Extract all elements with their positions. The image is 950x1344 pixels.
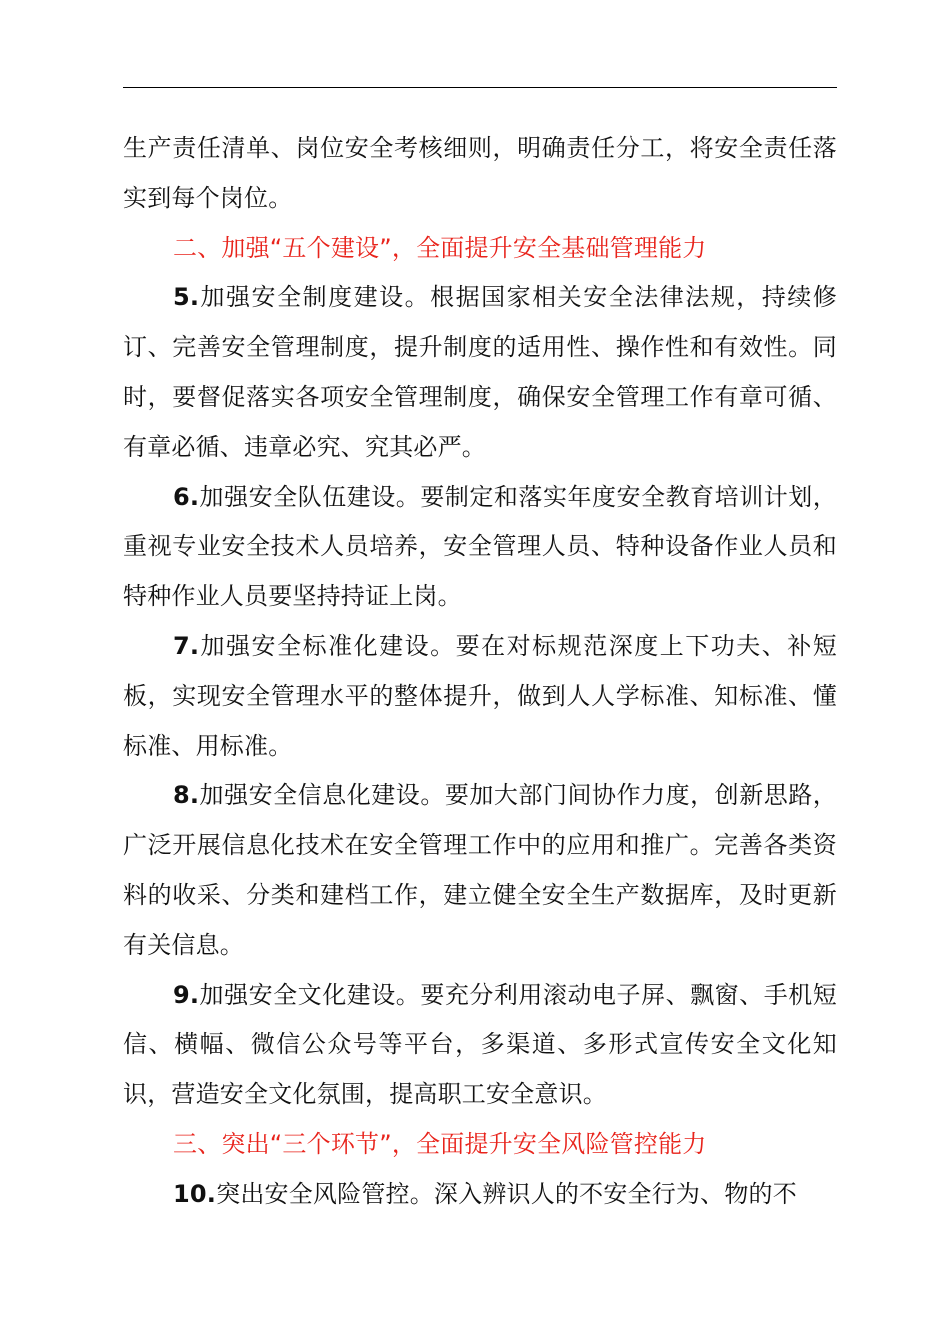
heading-text: 三、突出“三个环节”，全面提升安全风险管控能力 [173,1129,707,1158]
paragraph-item-6 [123,473,837,622]
item-number: 9. [173,980,200,1009]
paragraph-item-10 [123,1170,837,1220]
paragraph-item-9 [123,971,837,1120]
paragraph-text: 加强安全标准化建设。要在对标规范深度上下功夫、补短板，实现安全管理水平的整体提升，做到人人学标准、知标准、懂标准、用标准。 [123,631,837,760]
paragraph-item-5 [123,273,837,472]
paragraph-text: 加强安全信息化建设。要加大部门间协作力度，创新思路，广泛开展信息化技术在安全管理工作中的应用和推广。完善各类资料的收采、分类和建档工作，建立健全安全生产数据库，及时更新有关信息。 [123,781,837,959]
paragraph-continuation [123,124,837,224]
paragraph-text: 突出安全风险管控。深入辨识人的不安全行为、物的不 [216,1179,797,1208]
document-body [123,124,837,1220]
item-number: 7. [173,631,200,660]
paragraph-text: 加强安全文化建设。要充分利用滚动电子屏、飘窗、手机短信、横幅、微信公众号等平台，多渠道、多形式宣传安全文化知识，营造安全文化氛围，提高职工安全意识。 [123,980,837,1109]
paragraph-item-8 [123,771,837,970]
paragraph-text: 加强安全队伍建设。要制定和落实年度安全教育培训计划，重视专业安全技术人员培养，安全管理人员、特种设备作业人员和特种作业人员要坚持持证上岗。 [123,482,837,611]
paragraph-text: 生产责任清单、岗位安全考核细则，明确责任分工，将安全责任落实到每个岗位。 [123,134,837,212]
item-number: 5. [173,283,200,312]
heading-text: 二、加强“五个建设”，全面提升安全基础管理能力 [173,233,707,262]
item-number: 10. [173,1179,217,1208]
section-heading-3 [123,1120,837,1170]
paragraph-text: 加强安全制度建设。根据国家相关安全法律法规，持续修订、完善安全管理制度，提升制度的适用性、操作性和有效性。同时，要督促落实各项安全管理制度，确保安全管理工作有章可循、有章必循、违章必究、究其必严。 [123,283,837,461]
item-number: 8. [173,781,200,810]
paragraph-item-7 [123,622,837,771]
section-heading-2 [123,224,837,274]
header-rule [123,87,837,88]
item-number: 6. [173,482,200,511]
